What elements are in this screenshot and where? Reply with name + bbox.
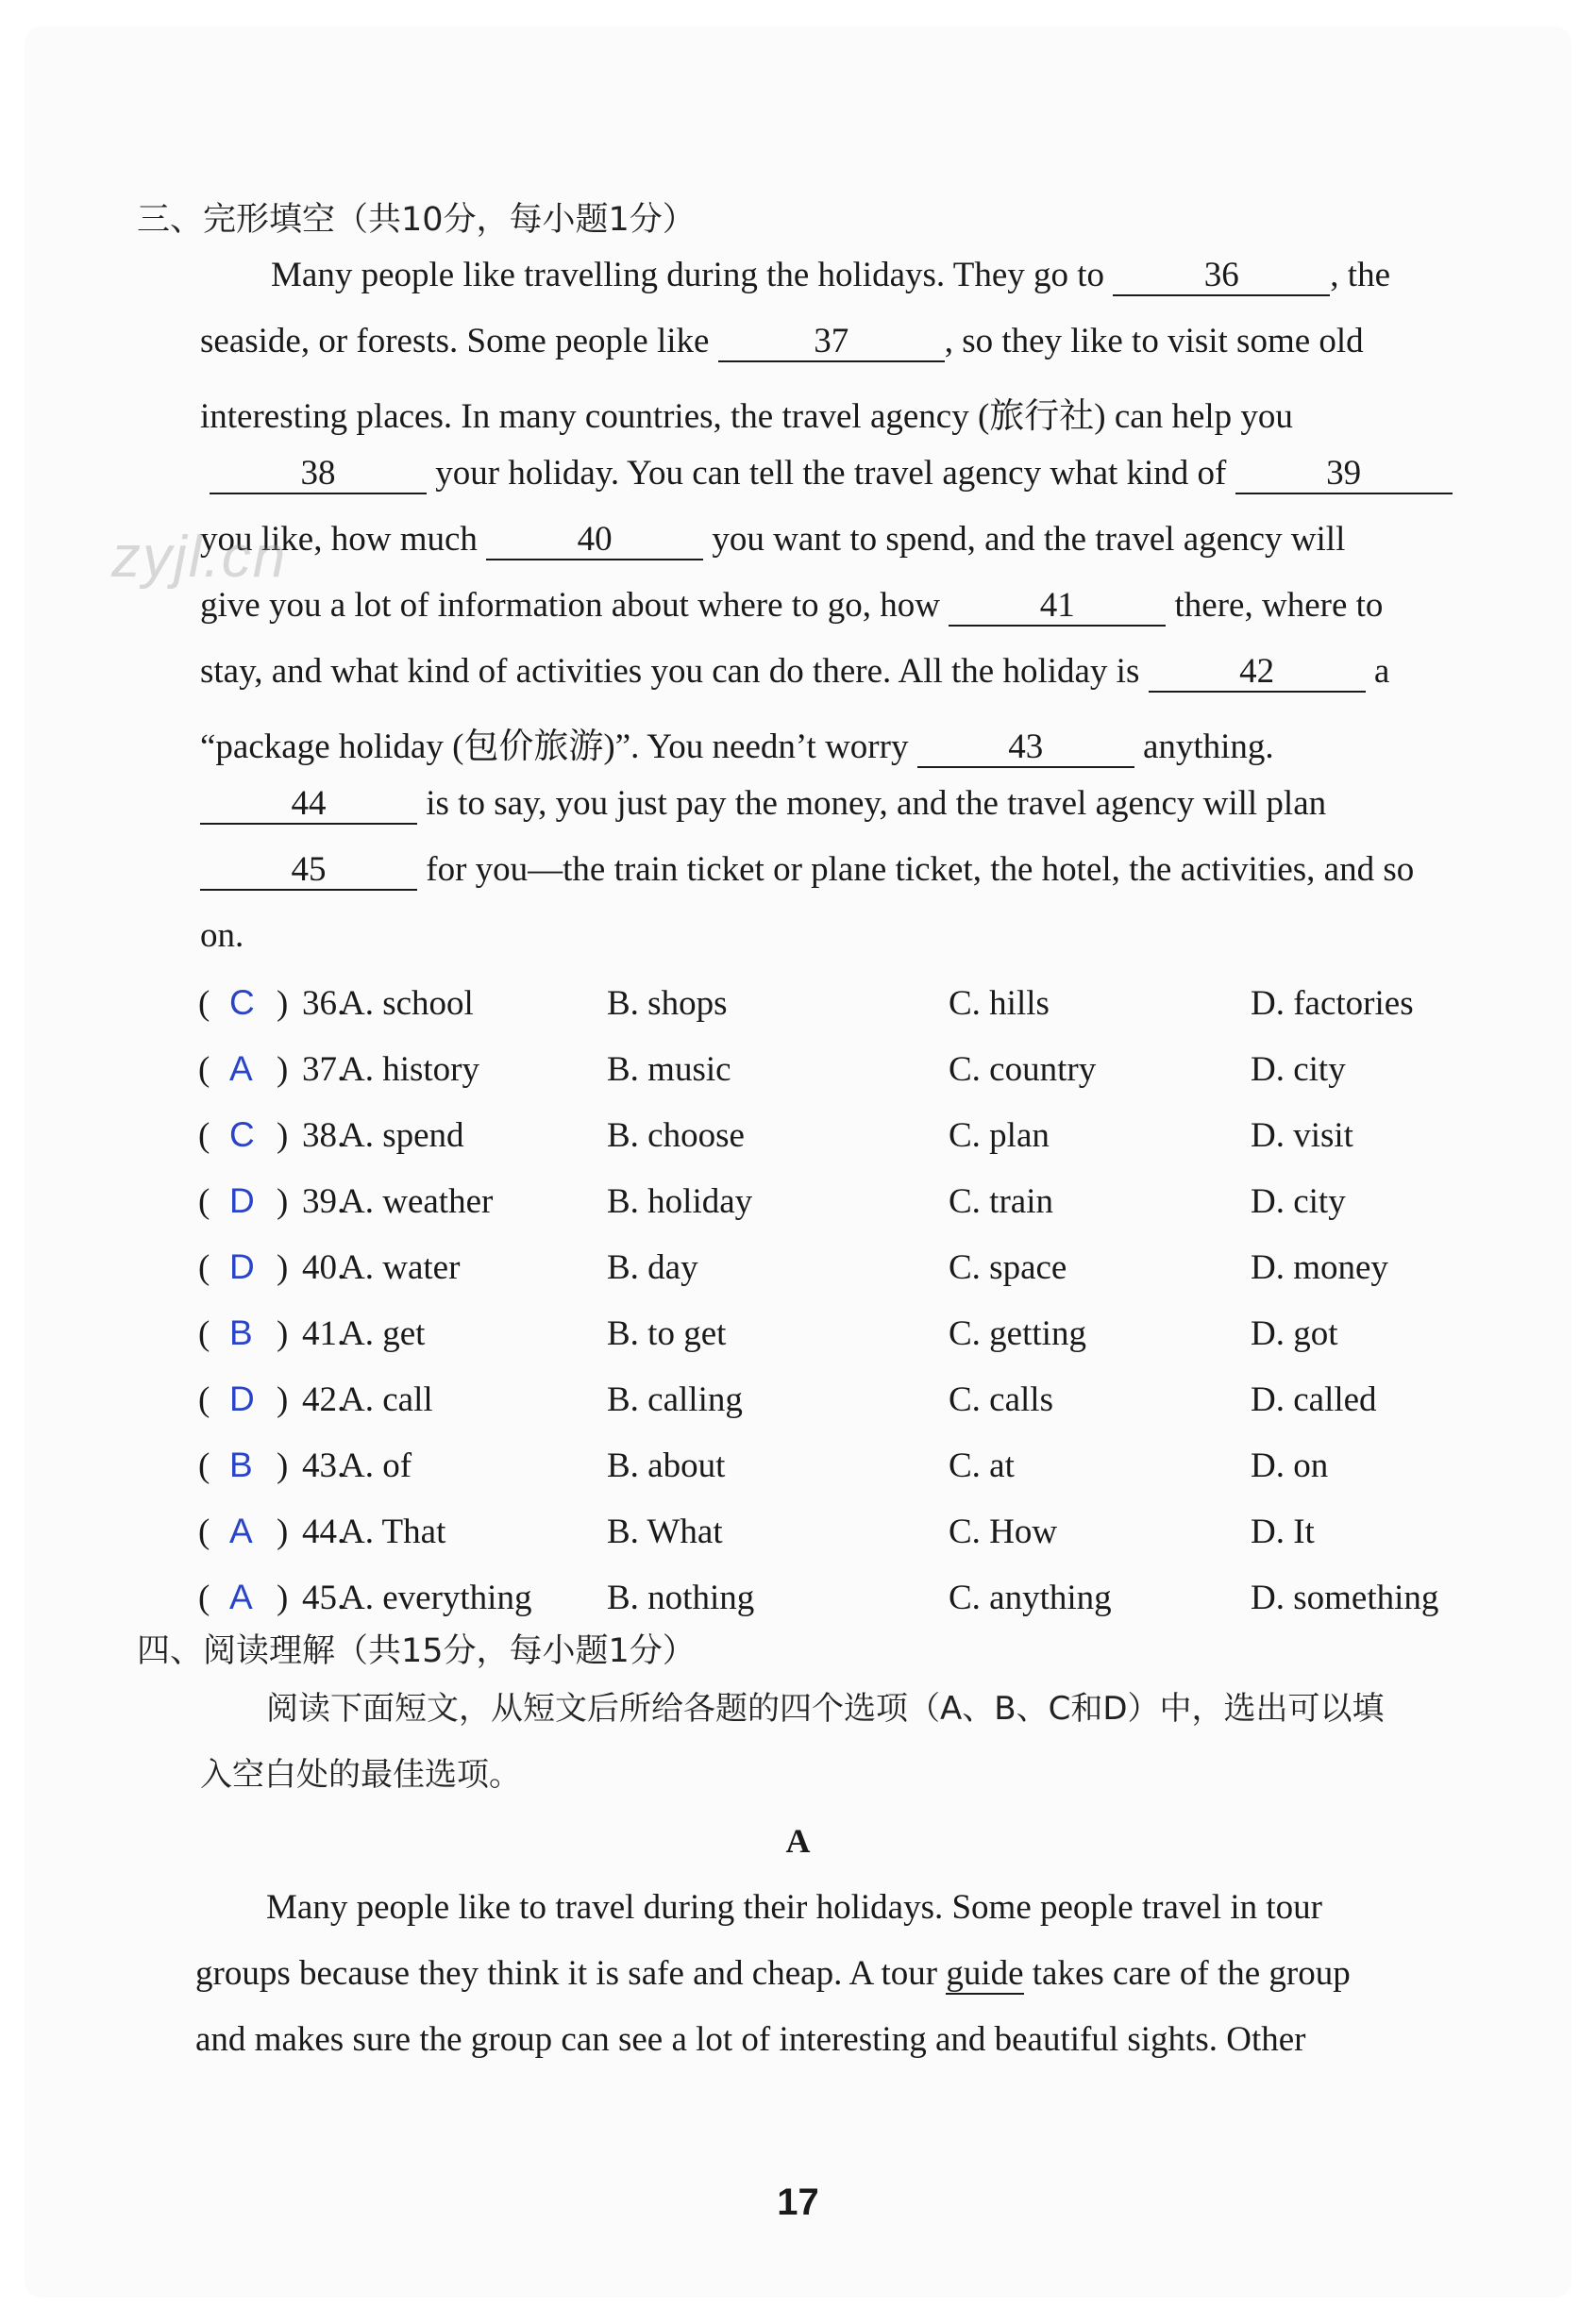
option-c: C. How	[949, 1513, 1058, 1551]
cloze-text: interesting places. In many countries, the travel agency (旅行社) can help you	[200, 397, 1293, 436]
paren-close: )	[277, 1050, 289, 1089]
answer-letter: A	[229, 1578, 253, 1616]
option-d: D. money	[1251, 1248, 1388, 1287]
answer-letter: D	[229, 1379, 255, 1418]
answer-letter: A	[229, 1049, 253, 1088]
option-a: A. get	[340, 1314, 426, 1353]
option-b: B. day	[607, 1248, 698, 1287]
blank-number: 37	[718, 323, 945, 362]
cloze-line	[200, 585, 1383, 632]
paren-close: )	[277, 1380, 289, 1419]
paren-close: )	[277, 1182, 289, 1221]
blank-number: 39	[1235, 455, 1453, 494]
option-a: A. school	[340, 984, 474, 1023]
passage-line-2	[195, 1953, 1351, 2000]
paren-open: (	[198, 1380, 210, 1419]
answer-letter: D	[229, 1247, 255, 1286]
passage-line-3: and makes sure the group can see a lot of interesting and beautiful sights. Other	[195, 2020, 1306, 2059]
page-number: 17	[777, 2182, 819, 2223]
underlined-word: guide	[946, 1954, 1024, 1993]
cloze-text: on.	[200, 916, 244, 955]
answer-letter: D	[229, 1181, 255, 1220]
section3-title: 三、完形填空（共10分，每小题1分）	[137, 201, 696, 239]
paren-open: (	[198, 1050, 210, 1089]
option-d: D. called	[1251, 1380, 1377, 1419]
paren-open: (	[198, 1513, 210, 1551]
cloze-text: there, where to	[1166, 586, 1384, 625]
blank-number: 44	[200, 785, 417, 825]
option-b: B. music	[607, 1050, 731, 1089]
answer-letter: C	[229, 983, 255, 1022]
paren-open: (	[198, 1182, 210, 1221]
option-b: B. to get	[607, 1314, 727, 1353]
blank-number: 42	[1149, 653, 1366, 693]
option-a: A. call	[340, 1380, 433, 1419]
option-a: A. weather	[340, 1182, 494, 1221]
cloze-line	[200, 783, 1326, 830]
cloze-line	[200, 519, 1345, 566]
option-a: A. spend	[340, 1116, 464, 1155]
answer-letter: B	[229, 1313, 253, 1352]
option-b: B. shops	[607, 984, 728, 1023]
watermark: zyjl.cn	[111, 525, 288, 590]
option-c: C. train	[949, 1182, 1053, 1221]
blank-number: 36	[1113, 257, 1330, 296]
option-d: D. visit	[1251, 1116, 1353, 1155]
option-d: D. got	[1251, 1314, 1338, 1353]
paren-close: )	[277, 1116, 289, 1155]
option-d: D. on	[1251, 1446, 1329, 1485]
question-number: 43.	[302, 1446, 346, 1485]
option-a: A. of	[340, 1446, 412, 1485]
option-c: C. anything	[949, 1579, 1112, 1617]
passage-line-2-pre: groups because they think it is safe and cheap. A tour	[195, 1954, 947, 1993]
blank-number: 45	[200, 851, 417, 891]
question-row	[198, 1446, 1520, 1493]
option-c: C. calls	[949, 1380, 1053, 1419]
paren-open: (	[198, 1116, 210, 1155]
paren-open: (	[198, 1314, 210, 1353]
option-c: C. space	[949, 1248, 1067, 1287]
cloze-line	[200, 915, 244, 962]
option-a: A. water	[340, 1248, 461, 1287]
paren-close: )	[277, 1446, 289, 1485]
option-b: B. choose	[607, 1116, 745, 1155]
cloze-text: you want to spend, and the travel agency will	[703, 520, 1346, 559]
cloze-line	[200, 387, 1293, 434]
cloze-text: a	[1365, 652, 1390, 691]
paren-close: )	[277, 1513, 289, 1551]
question-number: 44.	[302, 1513, 346, 1551]
cloze-text: anything.	[1134, 727, 1274, 766]
cloze-line	[200, 321, 1364, 368]
paren-open: (	[198, 1248, 210, 1287]
cloze-line	[271, 255, 1390, 302]
cloze-text: Many people like travelling during the holidays. They go to	[271, 256, 1114, 294]
option-a: A. everything	[340, 1579, 532, 1617]
question-number: 38.	[302, 1116, 346, 1155]
question-row	[198, 1115, 1520, 1162]
option-b: B. nothing	[607, 1579, 755, 1617]
paren-close: )	[277, 1248, 289, 1287]
paren-open: (	[198, 984, 210, 1023]
answer-letter: C	[229, 1115, 255, 1154]
question-row	[198, 1379, 1520, 1427]
passage-line-1: Many people like to travel during their holidays. Some people travel in tour	[266, 1888, 1322, 1927]
paren-close: )	[277, 1579, 289, 1617]
instruction-line-1: 阅读下面短文，从短文后所给各题的四个选项（A、B、C和D）中，选出可以填	[266, 1690, 1385, 1728]
cloze-line	[210, 453, 1453, 500]
paren-close: )	[277, 1314, 289, 1353]
answer-letter: A	[229, 1512, 253, 1550]
cloze-line	[200, 717, 1274, 764]
question-number: 45.	[302, 1579, 346, 1617]
passage-line-2-post: takes care of the group	[1023, 1954, 1351, 1993]
question-number: 36.	[302, 984, 346, 1023]
option-c: C. at	[949, 1446, 1015, 1485]
cloze-text: stay, and what kind of activities you can do there. All the holiday is	[200, 652, 1149, 691]
question-number: 41.	[302, 1314, 346, 1353]
option-a: A. That	[340, 1513, 446, 1551]
section4-title: 四、阅读理解（共15分，每小题1分）	[137, 1632, 696, 1670]
cloze-text: give you a lot of information about where to go, how	[200, 586, 949, 625]
paren-open: (	[198, 1579, 210, 1617]
instruction-line-2: 入空白处的最佳选项。	[200, 1756, 521, 1794]
option-c: C. getting	[949, 1314, 1086, 1353]
option-d: D. city	[1251, 1182, 1346, 1221]
passage-title: A	[785, 1822, 811, 1860]
blank-number: 41	[949, 587, 1166, 627]
option-d: D. It	[1251, 1513, 1315, 1551]
question-row	[198, 1512, 1520, 1559]
question-row	[198, 1049, 1520, 1096]
option-a: A. history	[340, 1050, 479, 1089]
option-c: C. plan	[949, 1116, 1050, 1155]
option-c: C. country	[949, 1050, 1097, 1089]
question-row	[198, 983, 1520, 1030]
question-number: 39.	[302, 1182, 346, 1221]
cloze-line	[200, 849, 1414, 896]
question-number: 42.	[302, 1380, 346, 1419]
cloze-text: your holiday. You can tell the travel agency what kind of	[427, 454, 1235, 493]
answer-letter: B	[229, 1446, 253, 1484]
blank-number: 40	[486, 521, 703, 560]
question-row	[198, 1181, 1520, 1229]
cloze-text: for you—the train ticket or plane ticket, the hotel, the activities, and so	[417, 850, 1415, 889]
paren-close: )	[277, 984, 289, 1023]
option-c: C. hills	[949, 984, 1050, 1023]
option-b: B. What	[607, 1513, 723, 1551]
option-b: B. about	[607, 1446, 726, 1485]
question-row	[198, 1578, 1520, 1625]
cloze-text: seaside, or forests. Some people like	[200, 322, 718, 360]
question-number: 37.	[302, 1050, 346, 1089]
question-number: 40.	[302, 1248, 346, 1287]
cloze-text: you like, how much	[200, 520, 487, 559]
blank-number: 38	[210, 455, 427, 494]
cloze-text: “package holiday (包价旅游)”. You needn’t worry	[200, 727, 917, 766]
cloze-text: , so they like to visit some old	[944, 322, 1364, 360]
blank-number: 43	[917, 728, 1134, 768]
option-b: B. holiday	[607, 1182, 753, 1221]
question-row	[198, 1247, 1520, 1295]
cloze-line	[200, 651, 1389, 698]
cloze-text: is to say, you just pay the money, and the travel agency will plan	[417, 784, 1327, 823]
paren-open: (	[198, 1446, 210, 1485]
option-d: D. something	[1251, 1579, 1439, 1617]
question-row	[198, 1313, 1520, 1361]
option-b: B. calling	[607, 1380, 743, 1419]
option-d: D. city	[1251, 1050, 1346, 1089]
cloze-text: , the	[1330, 256, 1390, 294]
option-d: D. factories	[1251, 984, 1414, 1023]
